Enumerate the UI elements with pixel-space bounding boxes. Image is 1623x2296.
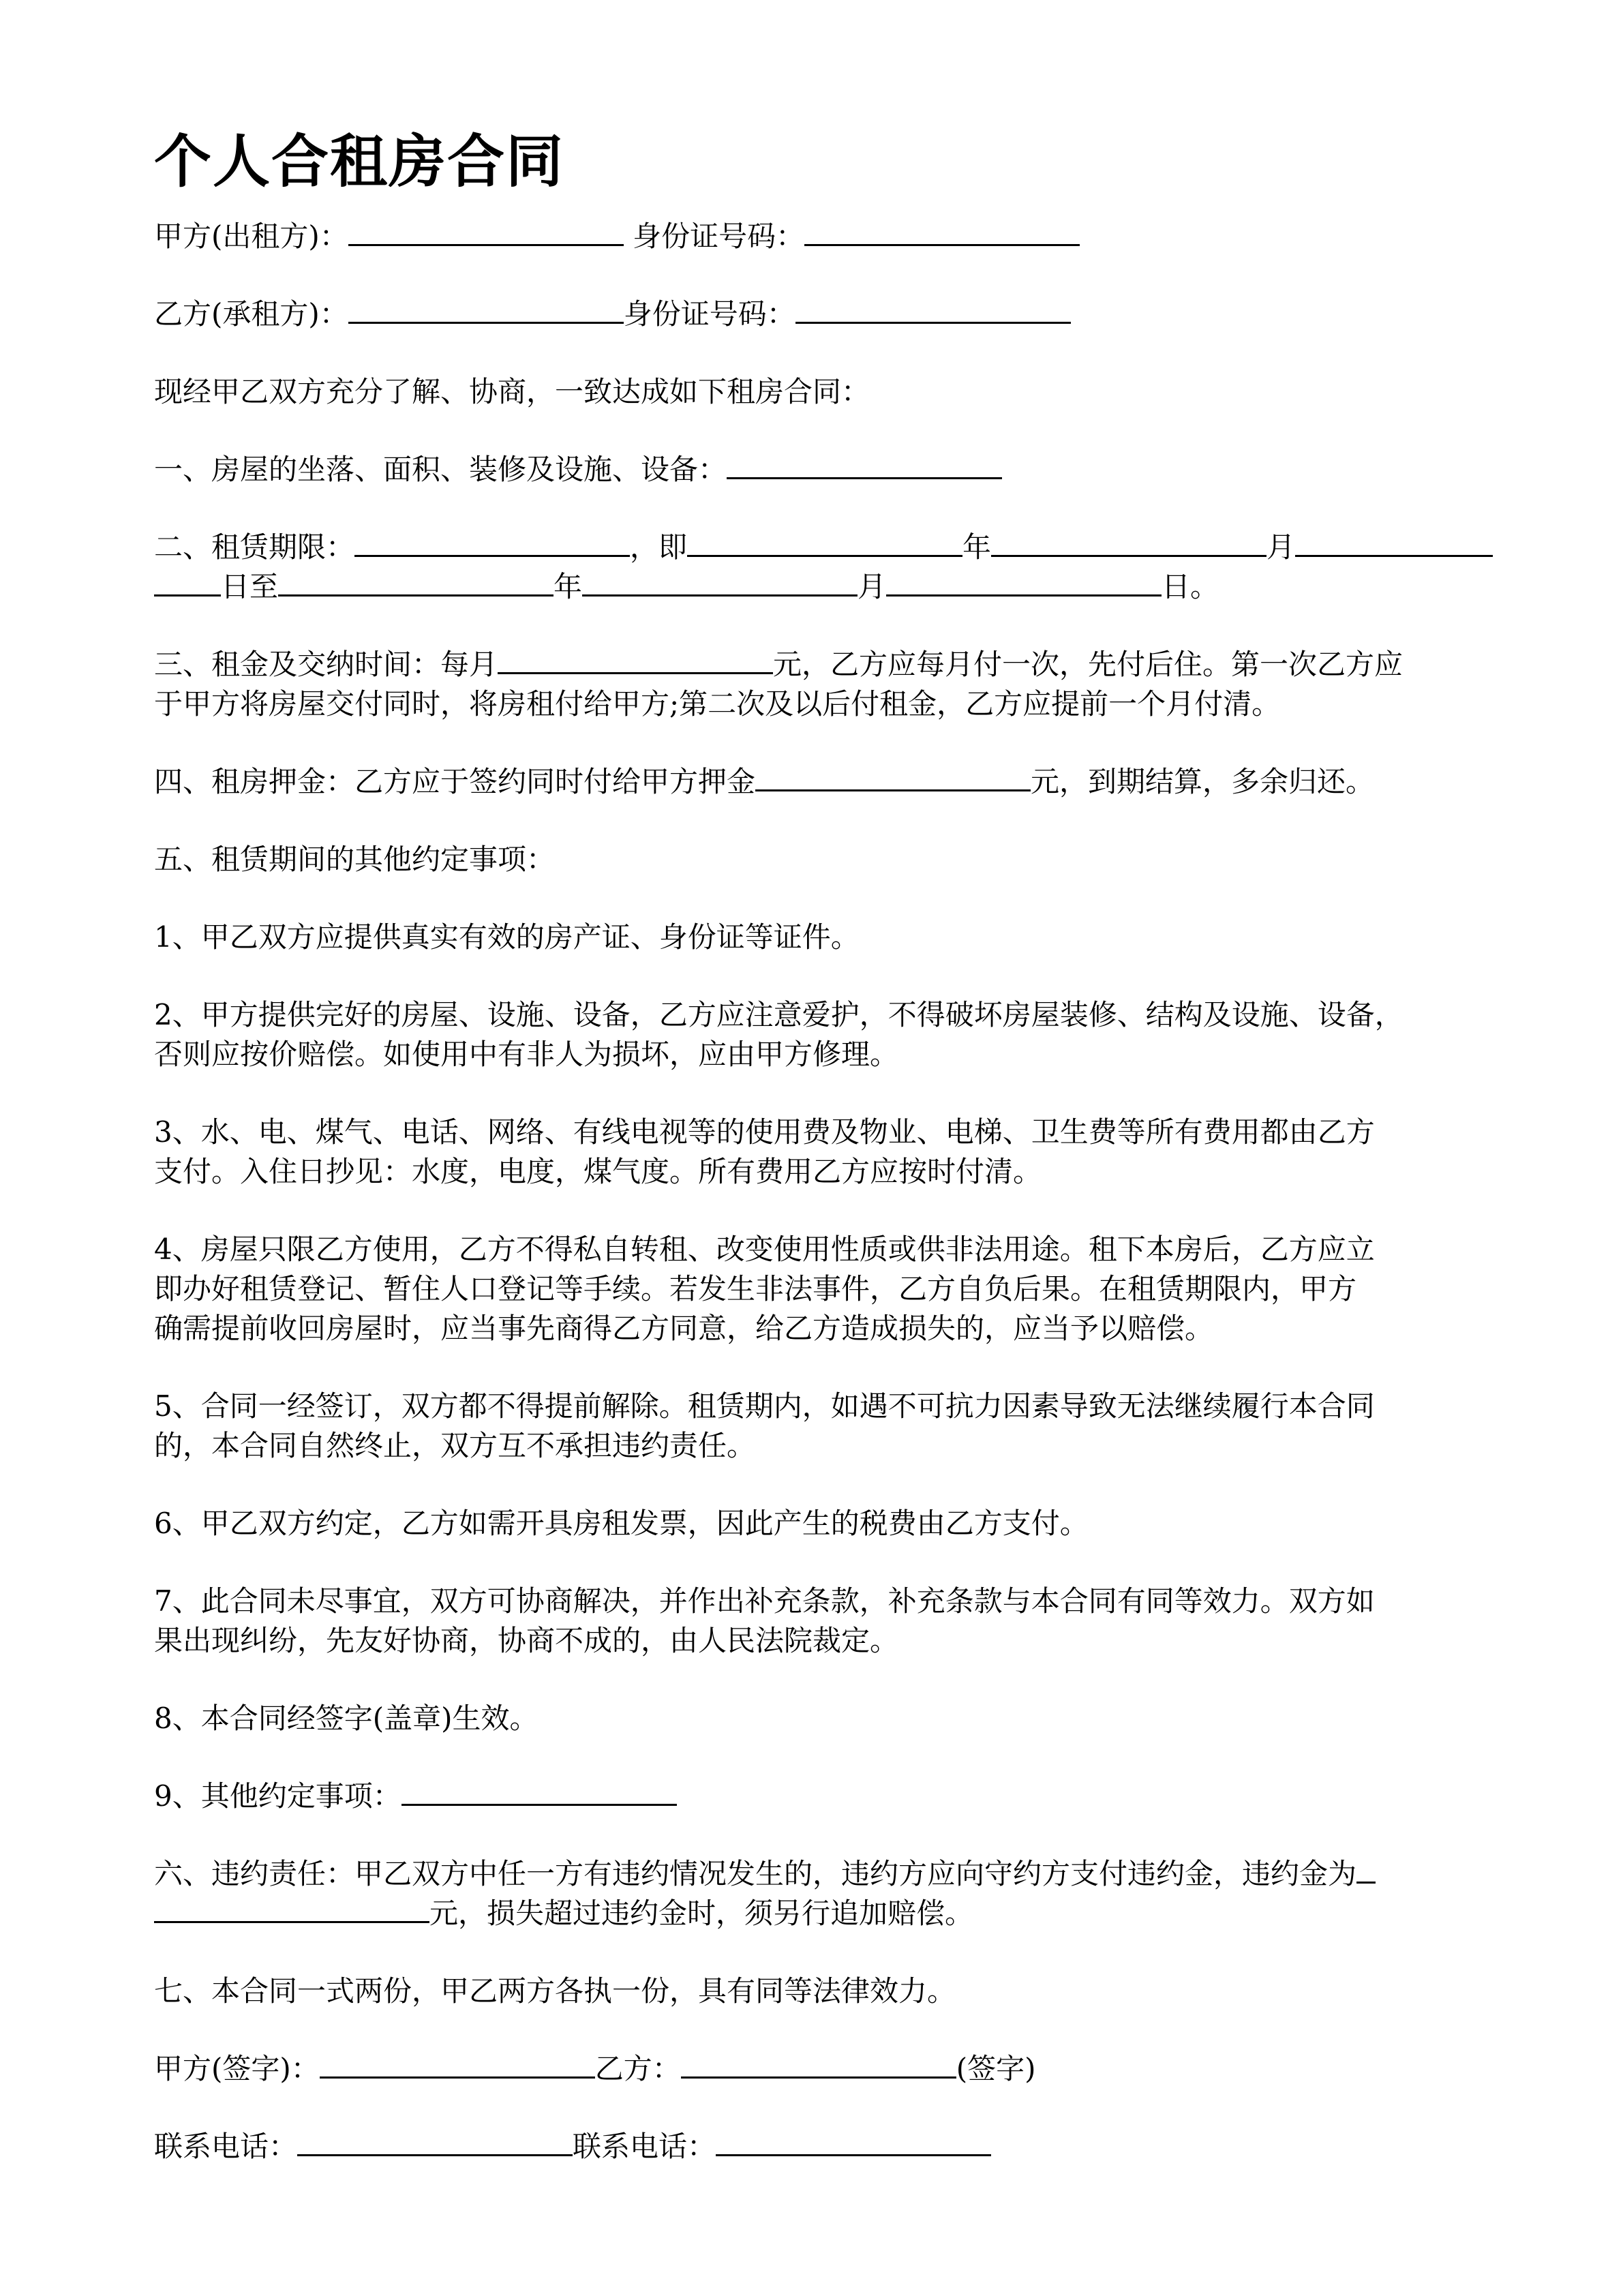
day-end-label: 日。	[1162, 570, 1219, 603]
item-4	[154, 1230, 1572, 1348]
item-3-line-1: 3、水、电、煤气、电话、网络、有线电视等的使用费及物业、电梯、卫生费等所有费用都由乙方	[154, 1115, 1375, 1149]
phone-line	[154, 2127, 1572, 2166]
intro-text: 现经甲乙双方充分了解、协商，一致达成如下租房合同：	[154, 375, 870, 408]
item-2-line-2: 否则应按价赔偿。如使用中有非人为损坏，应由甲方修理。	[154, 1038, 899, 1071]
section-2-ji: ，即	[630, 530, 688, 564]
party-b-line	[154, 294, 1572, 334]
party-a-sign-label: 甲方(签字)：	[154, 2052, 320, 2085]
party-b-sign-suffix: (签字)	[956, 2052, 1036, 2085]
section-2-prefix: 二、租赁期限：	[154, 530, 355, 564]
other-terms-blank[interactable]	[401, 1779, 677, 1806]
item-9-text: 9、其他约定事项：	[154, 1779, 401, 1813]
section-1-text: 一、房屋的坐落、面积、装修及设施、设备：	[154, 453, 727, 486]
party-b-id-label: 身份证号码：	[623, 297, 795, 331]
section-3-rest: 元，乙方应每月付一次，先付后住。第一次乙方应	[773, 648, 1404, 681]
section-6	[154, 1854, 1572, 1933]
section-4-rest: 元，到期结算，多余归还。	[1031, 765, 1375, 798]
item-4-line-1: 4、房屋只限乙方使用，乙方不得私自转租、改变使用性质或供非法用途。租下本房后，乙方应立	[154, 1233, 1375, 1266]
party-b-name-blank[interactable]	[348, 297, 624, 324]
item-7-line-2: 果出现纠纷，先友好协商，协商不成的，由人民法院裁定。	[154, 1624, 899, 1657]
penalty-blank-a[interactable]	[1356, 1857, 1376, 1884]
section-5-title: 五、租赁期间的其他约定事项：	[154, 843, 556, 876]
party-a-label: 甲方(出租方)：	[154, 220, 348, 253]
day-to-label: 日至	[221, 570, 279, 603]
end-month-blank[interactable]	[582, 570, 858, 596]
item-4-line-3: 确需提前收回房屋时，应当事先商得乙方同意，给乙方造成损失的，应当予以赔偿。	[154, 1312, 1214, 1345]
party-a-phone-label: 联系电话：	[154, 2130, 298, 2163]
section-4	[154, 762, 1572, 802]
item-7	[154, 1582, 1572, 1661]
party-b-sign-blank[interactable]	[681, 2052, 956, 2079]
party-a-id-label: 身份证号码：	[633, 220, 805, 253]
section-4-prefix: 四、租房押金：乙方应于签约同时付给甲方押金	[154, 765, 756, 798]
penalty-blank-b[interactable]	[154, 1897, 429, 1923]
party-b-sign-label: 乙方：	[594, 2052, 681, 2085]
month-label-2: 月	[858, 570, 887, 603]
item-9	[154, 1777, 1572, 1816]
start-day-blank-b[interactable]	[154, 570, 221, 596]
party-a-sign-blank[interactable]	[320, 2052, 595, 2079]
property-blank[interactable]	[727, 453, 1002, 479]
party-a-name-blank[interactable]	[348, 220, 624, 246]
item-1: 1、甲乙双方应提供真实有效的房产证、身份证等证件。	[154, 920, 860, 954]
month-label: 月	[1266, 530, 1296, 564]
item-5-line-2: 的，本合同自然终止，双方互不承担违约责任。	[154, 1429, 756, 1462]
section-3-prefix: 三、租金及交纳时间：每月	[154, 648, 498, 681]
start-month-blank[interactable]	[991, 530, 1266, 557]
party-b-label: 乙方(承租方)：	[154, 297, 348, 331]
item-7-line-1: 7、此合同未尽事宜，双方可协商解决，并作出补充条款，补充条款与本合同有同等效力。双方如	[154, 1584, 1375, 1618]
year-label: 年	[962, 530, 992, 564]
section-2	[154, 528, 1572, 607]
term-blank[interactable]	[354, 530, 630, 557]
deposit-blank[interactable]	[755, 765, 1031, 791]
party-a-phone-blank[interactable]	[297, 2130, 573, 2156]
section-1	[154, 450, 1572, 489]
party-a-id-blank[interactable]	[804, 220, 1080, 246]
item-4-line-2: 即办好租赁登记、暂住人口登记等手续。若发生非法事件，乙方自负后果。在租赁期限内，甲方	[154, 1272, 1357, 1305]
item-5	[154, 1387, 1572, 1466]
end-year-blank[interactable]	[278, 570, 553, 596]
party-b-phone-label: 联系电话：	[573, 2130, 716, 2163]
section-6-line-1: 六、违约责任：甲乙双方中任一方有违约情况发生的，违约方应向守约方支付违约金，违约金为	[154, 1857, 1357, 1890]
item-2-line-1: 2、甲方提供完好的房屋、设施、设备，乙方应注意爱护，不得破坏房屋装修、结构及设施、设备，	[154, 998, 1404, 1031]
item-2	[154, 995, 1572, 1074]
signature-line	[154, 2049, 1572, 2089]
start-day-blank-a[interactable]	[1295, 530, 1493, 557]
section-3-line2: 于甲方将房屋交付同时，将房租付给甲方;第二次及以后付租金，乙方应提前一个月付清。	[154, 687, 1281, 721]
page-title: 个人合租房合同	[154, 128, 565, 195]
item-3-line-2: 支付。入住日抄见：水度，电度，煤气度。所有费用乙方应按时付清。	[154, 1155, 1042, 1188]
section-7: 七、本合同一式两份，甲乙两方各执一份，具有同等法律效力。	[154, 1974, 956, 2008]
section-6-line-2: 元，损失超过违约金时，须另行追加赔偿。	[429, 1897, 974, 1930]
item-3	[154, 1113, 1572, 1192]
section-3	[154, 645, 1572, 724]
party-b-phone-blank[interactable]	[716, 2130, 991, 2156]
rent-blank[interactable]	[498, 648, 773, 674]
item-8: 8、本合同经签字(盖章)生效。	[154, 1702, 539, 1735]
item-5-line-1: 5、合同一经签订，双方都不得提前解除。租赁期内，如遇不可抗力因素导致无法继续履行本合同	[154, 1389, 1375, 1423]
year-label-2: 年	[553, 570, 583, 603]
start-year-blank[interactable]	[687, 530, 962, 557]
item-6: 6、甲乙双方约定，乙方如需开具房租发票，因此产生的税费由乙方支付。	[154, 1507, 1089, 1540]
party-a-line	[154, 217, 1572, 256]
end-day-blank[interactable]	[886, 570, 1162, 596]
party-b-id-blank[interactable]	[795, 297, 1071, 324]
